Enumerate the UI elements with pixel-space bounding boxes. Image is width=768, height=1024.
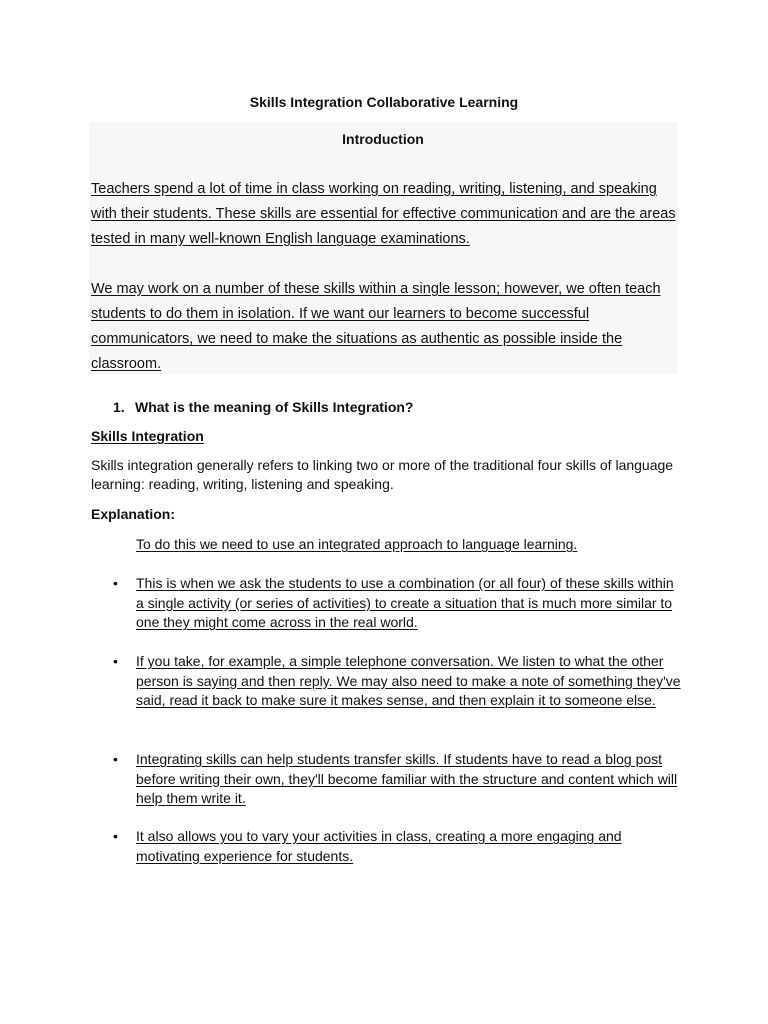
section-body: Skills integration generally refers to linking two or more of the traditional four skills of language learning: reading, writing, listening and speaking. <box>91 457 674 492</box>
bullet-icon: • <box>113 575 118 591</box>
question-heading <box>113 398 413 416</box>
bullet-item <box>113 827 683 866</box>
bullet-text: This is when we ask the students to use a combination (or all four) of these skills within a single activity (or series of activities) to create a situation that is much more similar to one they might come across in the real world. <box>136 575 674 630</box>
introduction-paragraph-1: Teachers spend a lot of time in class working on reading, writing, listening, and speaking with their students. These skills are essential for effective communication and are the areas tested in many well-known English language examinations. <box>91 181 676 247</box>
bullet-item <box>113 574 683 633</box>
bullet-icon: • <box>113 653 118 669</box>
bullet-item <box>113 652 683 711</box>
bullet-text: If you take, for example, a simple telephone conversation. We listen to what the other person is saying and then reply. We may also need to make a note of something they've said, read it back to make sure it makes sense, and then explain it to someone else. <box>136 653 681 708</box>
question-number: 1. <box>113 399 125 415</box>
explanation-intro: To do this we need to use an integrated approach to language learning. <box>136 536 578 552</box>
introduction-heading: Introduction <box>342 131 424 147</box>
bullet-icon: • <box>113 828 118 844</box>
bullet-item <box>113 750 683 809</box>
bullet-text: Integrating skills can help students transfer skills. If students have to read a blog post before writing their own, they'll become familiar with the structure and content which will help them write it. <box>136 751 678 806</box>
explanation-label: Explanation: <box>91 506 176 522</box>
document-title: Skills Integration Collaborative Learning <box>249 94 519 110</box>
introduction-paragraph-2: We may work on a number of these skills within a single lesson; however, we often teach students to do them in isolation. If we want our learners to become successful communicators, we need to make the situations as authentic as possible inside the classroom. <box>91 281 661 372</box>
question-text: What is the meaning of Skills Integration? <box>135 399 414 415</box>
bullet-icon: • <box>113 751 118 767</box>
section-heading: Skills Integration <box>91 428 204 444</box>
bullet-text: It also allows you to vary your activities in class, creating a more engaging and motivating experience for students. <box>136 828 622 864</box>
